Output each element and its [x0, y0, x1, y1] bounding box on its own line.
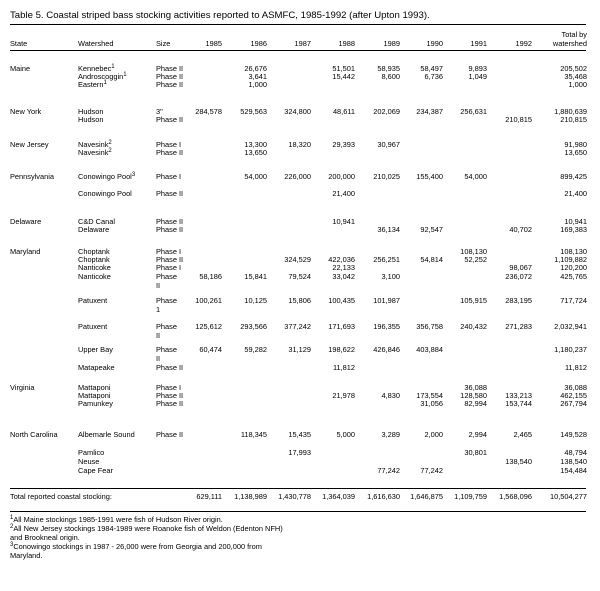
- watershed-text: Choptank: [78, 255, 110, 264]
- value-cell: 271,283: [505, 322, 532, 331]
- value-cell: 118,345: [240, 430, 267, 439]
- header-total-line2: watershed: [552, 39, 587, 48]
- value-cell: 2,032,941: [554, 322, 587, 331]
- value-cell: 11,812: [332, 363, 355, 372]
- value-cell: 79,524: [288, 272, 311, 281]
- total-value-cell: 1,568,096: [499, 492, 532, 501]
- value-cell: 108,130: [460, 247, 487, 256]
- footnote-marker: 1: [111, 64, 115, 70]
- value-cell: 3,100: [381, 272, 400, 281]
- state-north-carolina: North Carolina: [10, 430, 58, 439]
- value-cell: 256,251: [373, 255, 400, 264]
- value-cell: 15,841: [244, 272, 267, 281]
- watershed-text: Mattaponi: [78, 383, 111, 392]
- value-cell: 82,994: [464, 399, 487, 408]
- watershed-text: Hudson: [78, 115, 104, 124]
- footnote-text: Conowingo stockings in 1987 - 26,000 were from Georgia and 200,000 from: [13, 542, 262, 551]
- value-cell: 425,765: [560, 272, 587, 281]
- watershed-name: [78, 116, 103, 125]
- watershed-text: Albemarle Sound: [78, 430, 135, 439]
- watershed-text: Cape Fear: [78, 466, 113, 475]
- value-cell: 108,130: [560, 247, 587, 256]
- value-cell: 1,000: [568, 80, 587, 89]
- value-cell: 356,758: [416, 322, 443, 331]
- value-cell: 100,261: [195, 296, 222, 305]
- footnote-marker: 1: [103, 80, 107, 86]
- value-cell: 198,622: [328, 345, 355, 354]
- value-cell: 3,641: [248, 72, 267, 81]
- state-pennsylvania: Pennsylvania: [10, 172, 54, 181]
- value-cell: 36,088: [564, 383, 587, 392]
- value-cell: 324,800: [284, 107, 311, 116]
- size-cell: 3": [156, 107, 163, 116]
- value-cell: 8,600: [381, 72, 400, 81]
- state-new-york: New York: [10, 107, 42, 116]
- size-cell: Phase I: [156, 383, 182, 392]
- value-cell: 529,563: [240, 107, 267, 116]
- watershed-text: Pamlico: [78, 448, 105, 457]
- header-1989: 1989: [383, 39, 400, 48]
- footnote-text: Maryland.: [10, 551, 43, 560]
- watershed-text: Conowingo Pool: [78, 189, 132, 198]
- value-cell: 403,884: [416, 345, 443, 354]
- value-cell: 31,129: [288, 345, 311, 354]
- footnote-marker: 2: [108, 140, 112, 146]
- footnote-marker: 2: [10, 524, 14, 530]
- watershed-name: [78, 149, 112, 158]
- value-cell: 100,435: [328, 296, 355, 305]
- size-cell: Phase II: [156, 189, 184, 198]
- value-cell: 17,993: [288, 448, 311, 457]
- value-cell: 3,289: [381, 430, 400, 439]
- value-cell: 13,650: [564, 148, 587, 157]
- value-cell: 59,282: [244, 345, 267, 354]
- value-cell: 205,502: [560, 64, 587, 73]
- value-cell: 30,967: [377, 140, 400, 149]
- value-cell: 31,056: [420, 399, 443, 408]
- value-cell: 200,000: [328, 172, 355, 181]
- header-state: State: [10, 39, 28, 48]
- value-cell: 120,200: [560, 263, 587, 272]
- watershed-name: [78, 297, 107, 306]
- total-value-cell: 1,430,778: [278, 492, 311, 501]
- total-bottom-rule: [10, 511, 586, 512]
- size-cell: Phase I: [156, 247, 182, 256]
- value-cell: 48,794: [564, 448, 587, 457]
- value-cell: 1,049: [468, 72, 487, 81]
- value-cell: 29,393: [332, 140, 355, 149]
- value-cell: 60,474: [199, 345, 222, 354]
- value-cell: 15,806: [288, 296, 311, 305]
- value-cell: 15,442: [332, 72, 355, 81]
- value-cell: 18,320: [288, 140, 311, 149]
- header-1986: 1986: [250, 39, 267, 48]
- size-cell: Phase II: [156, 363, 184, 372]
- total-value-cell: 629,111: [196, 492, 222, 501]
- size-cell: Phase II: [156, 225, 184, 234]
- value-cell: 10,941: [564, 217, 587, 226]
- value-cell: 2,994: [468, 430, 487, 439]
- value-cell: 210,815: [505, 115, 532, 124]
- value-cell: 9,893: [468, 64, 487, 73]
- size-cell: Phase II: [156, 345, 177, 363]
- footnote-marker: 3: [131, 172, 136, 178]
- size-cell: Phase II: [156, 115, 184, 124]
- footnote-marker: 3: [10, 542, 14, 548]
- header-watershed: Watershed: [78, 39, 114, 48]
- footnote-marker: 1: [123, 72, 127, 78]
- footnote-line: [10, 552, 42, 561]
- value-cell: 58,497: [420, 64, 443, 73]
- watershed-text: Navesink: [78, 140, 109, 149]
- value-cell: 426,846: [373, 345, 400, 354]
- size-cell: Phase II: [156, 430, 184, 439]
- value-cell: 33,042: [332, 272, 355, 281]
- state-maine: Maine: [10, 64, 31, 73]
- watershed-text: Nanticoke: [78, 263, 111, 272]
- value-cell: 77,242: [420, 466, 443, 475]
- value-cell: 324,529: [284, 255, 311, 264]
- size-cell: Phase II: [156, 217, 184, 226]
- header-1992: 1992: [515, 39, 532, 48]
- value-cell: 234,387: [416, 107, 443, 116]
- size-cell: Phase II: [156, 322, 177, 340]
- size-cell: Phase II: [156, 391, 184, 400]
- value-cell: 196,355: [373, 322, 400, 331]
- value-cell: 1,000: [248, 80, 267, 89]
- value-cell: 236,072: [505, 272, 532, 281]
- watershed-name: [78, 364, 115, 373]
- value-cell: 138,540: [560, 457, 587, 466]
- value-cell: 30,801: [464, 448, 487, 457]
- size-cell: Phase II: [156, 72, 184, 81]
- total-value-cell: 1,364,039: [322, 492, 355, 501]
- value-cell: 105,915: [460, 296, 487, 305]
- value-cell: 899,425: [560, 172, 587, 181]
- watershed-text: Choptank: [78, 247, 110, 256]
- header-rule: [10, 50, 586, 51]
- value-cell: 171,693: [328, 322, 355, 331]
- footnote-marker: 2: [108, 148, 112, 154]
- value-cell: 22,133: [332, 263, 355, 272]
- value-cell: 153,744: [505, 399, 532, 408]
- value-cell: 2,465: [513, 430, 532, 439]
- watershed-name: [78, 190, 132, 199]
- value-cell: 36,088: [464, 383, 487, 392]
- watershed-text: Nanticoke: [78, 272, 111, 281]
- watershed-text: Kennebec: [78, 64, 112, 73]
- value-cell: 13,300: [244, 140, 267, 149]
- value-cell: 1,880,639: [554, 107, 587, 116]
- size-cell: Phase II: [156, 399, 184, 408]
- watershed-text: Hudson: [78, 107, 104, 116]
- watershed-text: Androscoggin: [78, 72, 124, 81]
- value-cell: 284,578: [195, 107, 222, 116]
- value-cell: 293,566: [240, 322, 267, 331]
- total-value-cell: 1,109,759: [454, 492, 487, 501]
- value-cell: 1,109,882: [554, 255, 587, 264]
- header-1985: 1985: [205, 39, 222, 48]
- footnote-text: All Maine stockings 1985-1991 were fish of Hudson River origin.: [13, 515, 223, 524]
- watershed-name: [78, 431, 138, 440]
- value-cell: 92,547: [420, 225, 443, 234]
- total-label: Total reported coastal stocking:: [10, 492, 112, 501]
- value-cell: 35,468: [564, 72, 587, 81]
- value-cell: 138,540: [505, 457, 532, 466]
- value-cell: 48,611: [332, 107, 355, 116]
- value-cell: 26,676: [244, 64, 267, 73]
- watershed-text: Mattaponi: [78, 391, 111, 400]
- size-cell: Phase II: [156, 272, 177, 290]
- value-cell: 240,432: [460, 322, 487, 331]
- footnote-text: All New Jersey stockings 1984-1989 were Roanoke fish of Weldon (Edenton NFH): [13, 524, 283, 533]
- size-cell: Phase 1: [156, 296, 177, 314]
- watershed-text: Patuxent: [78, 296, 108, 305]
- value-cell: 717,724: [560, 296, 587, 305]
- value-cell: 21,978: [332, 391, 355, 400]
- size-cell: Phase I: [156, 140, 182, 149]
- value-cell: 173,554: [416, 391, 443, 400]
- total-top-rule: [10, 488, 586, 489]
- total-value-cell: 1,616,630: [367, 492, 400, 501]
- size-cell: Phase II: [156, 80, 184, 89]
- value-cell: 54,000: [464, 172, 487, 181]
- header-1987: 1987: [294, 39, 311, 48]
- watershed-name: [78, 400, 113, 409]
- value-cell: 210,815: [560, 115, 587, 124]
- watershed-text: Matapeake: [78, 363, 115, 372]
- value-cell: 283,195: [505, 296, 532, 305]
- value-cell: 4,830: [381, 391, 400, 400]
- value-cell: 98,067: [509, 263, 532, 272]
- value-cell: 154,484: [560, 466, 587, 475]
- value-cell: 2,000: [424, 430, 443, 439]
- value-cell: 6,736: [424, 72, 443, 81]
- watershed-name: [78, 346, 113, 355]
- header-1990: 1990: [426, 39, 443, 48]
- value-cell: 128,580: [460, 391, 487, 400]
- value-cell: 226,000: [284, 172, 311, 181]
- header-size: Size: [156, 39, 171, 48]
- value-cell: 13,650: [244, 148, 267, 157]
- state-new-jersey: New Jersey: [10, 140, 49, 149]
- watershed-text: Navesink: [78, 148, 109, 157]
- value-cell: 125,612: [195, 322, 222, 331]
- value-cell: 36,134: [377, 225, 400, 234]
- footnote-text: and Brookneal origin.: [10, 533, 80, 542]
- header-1991: 1991: [470, 39, 487, 48]
- value-cell: 15,435: [288, 430, 311, 439]
- watershed-text: Delaware: [78, 225, 110, 234]
- top-rule: [10, 24, 586, 25]
- total-value-cell: 1,646,875: [410, 492, 443, 501]
- header-total-line1: Total by: [561, 30, 587, 39]
- size-cell: Phase II: [156, 255, 184, 264]
- watershed-name: [78, 467, 113, 476]
- value-cell: 169,383: [560, 225, 587, 234]
- watershed-name: [78, 273, 111, 282]
- state-virginia: Virginia: [10, 383, 35, 392]
- table-caption: Table 5. Coastal striped bass stocking activities reported to ASMFC, 1985-1992 (after Upton 1993).: [10, 10, 430, 21]
- size-cell: Phase II: [156, 148, 184, 157]
- value-cell: 58,186: [199, 272, 222, 281]
- value-cell: 267,794: [560, 399, 587, 408]
- watershed-text: C&D Canal: [78, 217, 115, 226]
- value-cell: 77,242: [377, 466, 400, 475]
- watershed-name: [78, 81, 107, 90]
- state-delaware: Delaware: [10, 217, 42, 226]
- watershed-text: Upper Bay: [78, 345, 113, 354]
- value-cell: 256,631: [460, 107, 487, 116]
- size-cell: Phase I: [156, 172, 182, 181]
- watershed-text: Conowingo Pool: [78, 172, 132, 181]
- state-maryland: Maryland: [10, 247, 41, 256]
- value-cell: 210,025: [373, 172, 400, 181]
- value-cell: 5,000: [336, 430, 355, 439]
- value-cell: 155,400: [416, 172, 443, 181]
- value-cell: 91,980: [564, 140, 587, 149]
- watershed-text: Neuse: [78, 457, 100, 466]
- total-value-cell: 1,138,989: [234, 492, 267, 501]
- value-cell: 10,941: [332, 217, 355, 226]
- watershed-text: Patuxent: [78, 322, 108, 331]
- watershed-name: [78, 226, 109, 235]
- total-value-cell: 10,504,277: [550, 492, 587, 501]
- value-cell: 133,213: [505, 391, 532, 400]
- value-cell: 54,000: [244, 172, 267, 181]
- value-cell: 149,528: [560, 430, 587, 439]
- watershed-text: Pamunkey: [78, 399, 113, 408]
- footnote-line: [10, 543, 262, 552]
- value-cell: 52,252: [464, 255, 487, 264]
- value-cell: 51,501: [332, 64, 355, 73]
- watershed-name: [78, 173, 138, 182]
- value-cell: 54,814: [420, 255, 443, 264]
- value-cell: 40,702: [509, 225, 532, 234]
- value-cell: 462,155: [560, 391, 587, 400]
- size-cell: Phase I: [156, 263, 182, 272]
- value-cell: 58,935: [377, 64, 400, 73]
- value-cell: 422,036: [328, 255, 355, 264]
- header-1988: 1988: [338, 39, 355, 48]
- value-cell: 377,242: [284, 322, 311, 331]
- watershed-name: [78, 323, 107, 332]
- value-cell: 1,180,237: [554, 345, 587, 354]
- footnote-marker: 1: [10, 515, 14, 521]
- value-cell: 11,812: [564, 363, 587, 372]
- value-cell: 21,400: [332, 189, 355, 198]
- watershed-text: Eastern: [78, 80, 104, 89]
- value-cell: 21,400: [564, 189, 587, 198]
- value-cell: 10,125: [244, 296, 267, 305]
- value-cell: 202,069: [373, 107, 400, 116]
- size-cell: Phase II: [156, 64, 184, 73]
- value-cell: 101,987: [373, 296, 400, 305]
